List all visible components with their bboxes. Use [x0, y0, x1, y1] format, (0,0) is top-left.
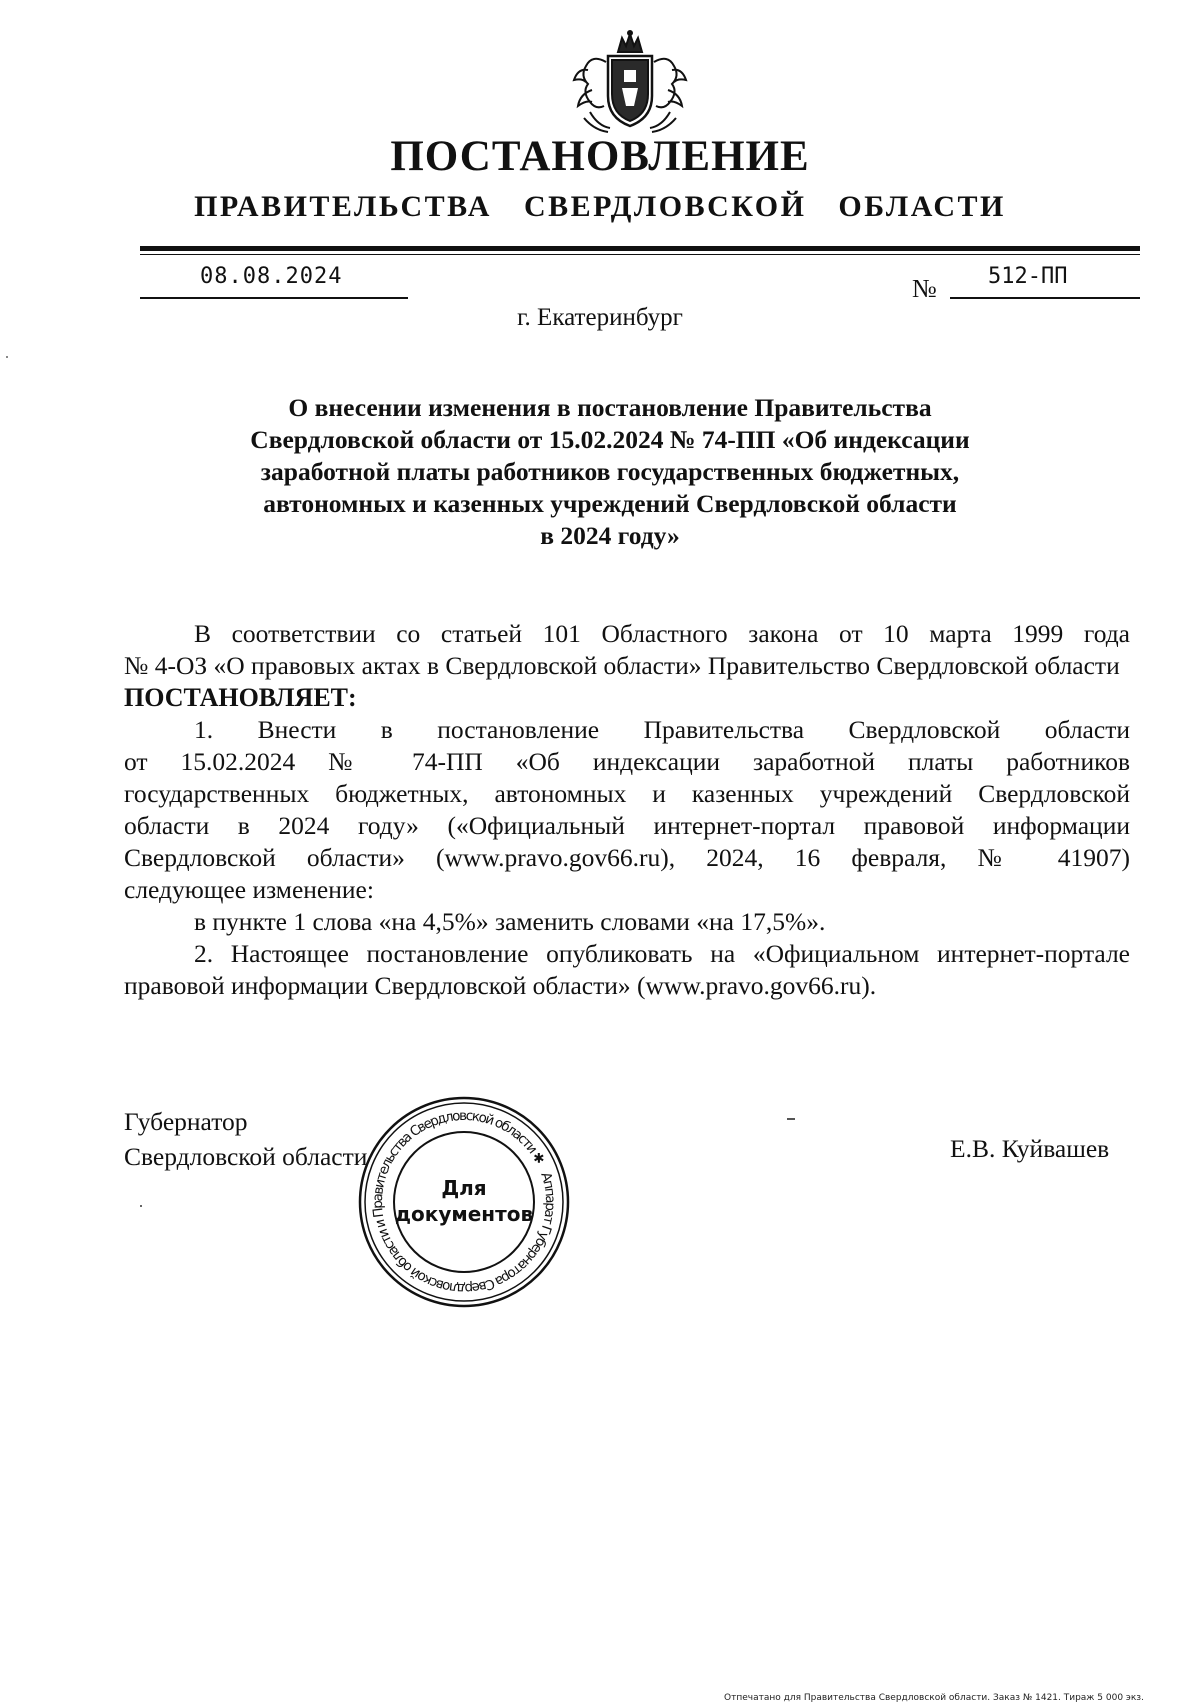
document-number: 512-ПП	[988, 264, 1068, 289]
stamp-center-line: документов	[394, 1202, 534, 1226]
item-1-line: 1. Внести в постановление Правительства Свердловской области	[194, 715, 1130, 744]
heading-line: О внесении изменения в постановление Правительства	[288, 393, 932, 422]
header-divider	[140, 246, 1140, 251]
scan-speck	[140, 1205, 142, 1207]
intro-paragraph-line: В соответствии со статьей 101 Областного закона от 10 марта 1999 года	[194, 619, 1130, 648]
print-footer: Отпечатано для Правительства Свердловской области. Заказ № 1421. Тираж 5 000 экз.	[724, 1693, 1144, 1703]
item-2: 2. Настоящее постановление опубликовать на «Официальном интернет-портале правовой информации Свердловской области» (www.pravo.gov66.ru).	[124, 939, 1130, 1000]
number-label: №	[912, 274, 937, 303]
official-stamp	[357, 1095, 571, 1309]
coat-of-arms-icon	[568, 30, 692, 134]
item-1-line: государственных бюджетных, автономных и казенных учреждений Свердловской	[124, 779, 1130, 808]
stamp-center-line: Для	[441, 1176, 487, 1200]
item-1-line: Свердловской области» (www.pravo.gov66.ru), 2024, 16 февраля, № 41907)	[124, 843, 1130, 872]
stamp-ring-text: Аппарат Губернатора Свердловской области и Правительства Свердловской области ✱	[369, 1107, 559, 1297]
scan-speck	[787, 1118, 795, 1120]
document-type-title: ПОСТАНОВЛЕНИЕ	[390, 133, 810, 180]
header-divider-thin	[140, 254, 1140, 255]
scan-speck	[6, 356, 8, 358]
number-underline	[950, 297, 1140, 299]
item-1-line: от 15.02.2024 № 74-ПП «Об индексации заработной платы работников	[124, 747, 1130, 776]
document-date: 08.08.2024	[200, 264, 343, 289]
position-line: Губернатор	[124, 1107, 248, 1136]
city: г. Екатеринбург	[517, 304, 683, 331]
decree-word: ПОСТАНОВЛЯЕТ:	[124, 683, 357, 712]
signatory-name: Е.В. Куйвашев	[950, 1134, 1110, 1163]
heading-line: Свердловской области от 15.02.2024 № 74-ПП «Об индексации	[250, 425, 970, 454]
position-line: Свердловской области	[124, 1142, 368, 1171]
heading-line: автономных и казенных учреждений Свердловской области	[263, 489, 957, 518]
heading-line: в 2024 году»	[540, 521, 680, 550]
heading-line: заработной платы работников государственных бюджетных,	[260, 457, 960, 486]
document-heading	[200, 392, 1020, 552]
intro-paragraph-rest: № 4-ОЗ «О правовых актах в Свердловской области» Правительство Свердловской области	[124, 651, 1120, 680]
document-body	[124, 618, 1130, 1002]
item-1-line: области в 2024 году» («Официальный интернет-портал правовой информации	[124, 811, 1130, 840]
issuer-title: ПРАВИТЕЛЬСТВА СВЕРДЛОВСКОЙ ОБЛАСТИ	[194, 190, 1006, 223]
signatory-position	[124, 1104, 367, 1174]
item-1-line: следующее изменение:	[124, 875, 374, 904]
change-text: в пункте 1 слова «на 4,5%» заменить словами «на 17,5%».	[194, 907, 826, 936]
date-underline	[140, 297, 408, 299]
